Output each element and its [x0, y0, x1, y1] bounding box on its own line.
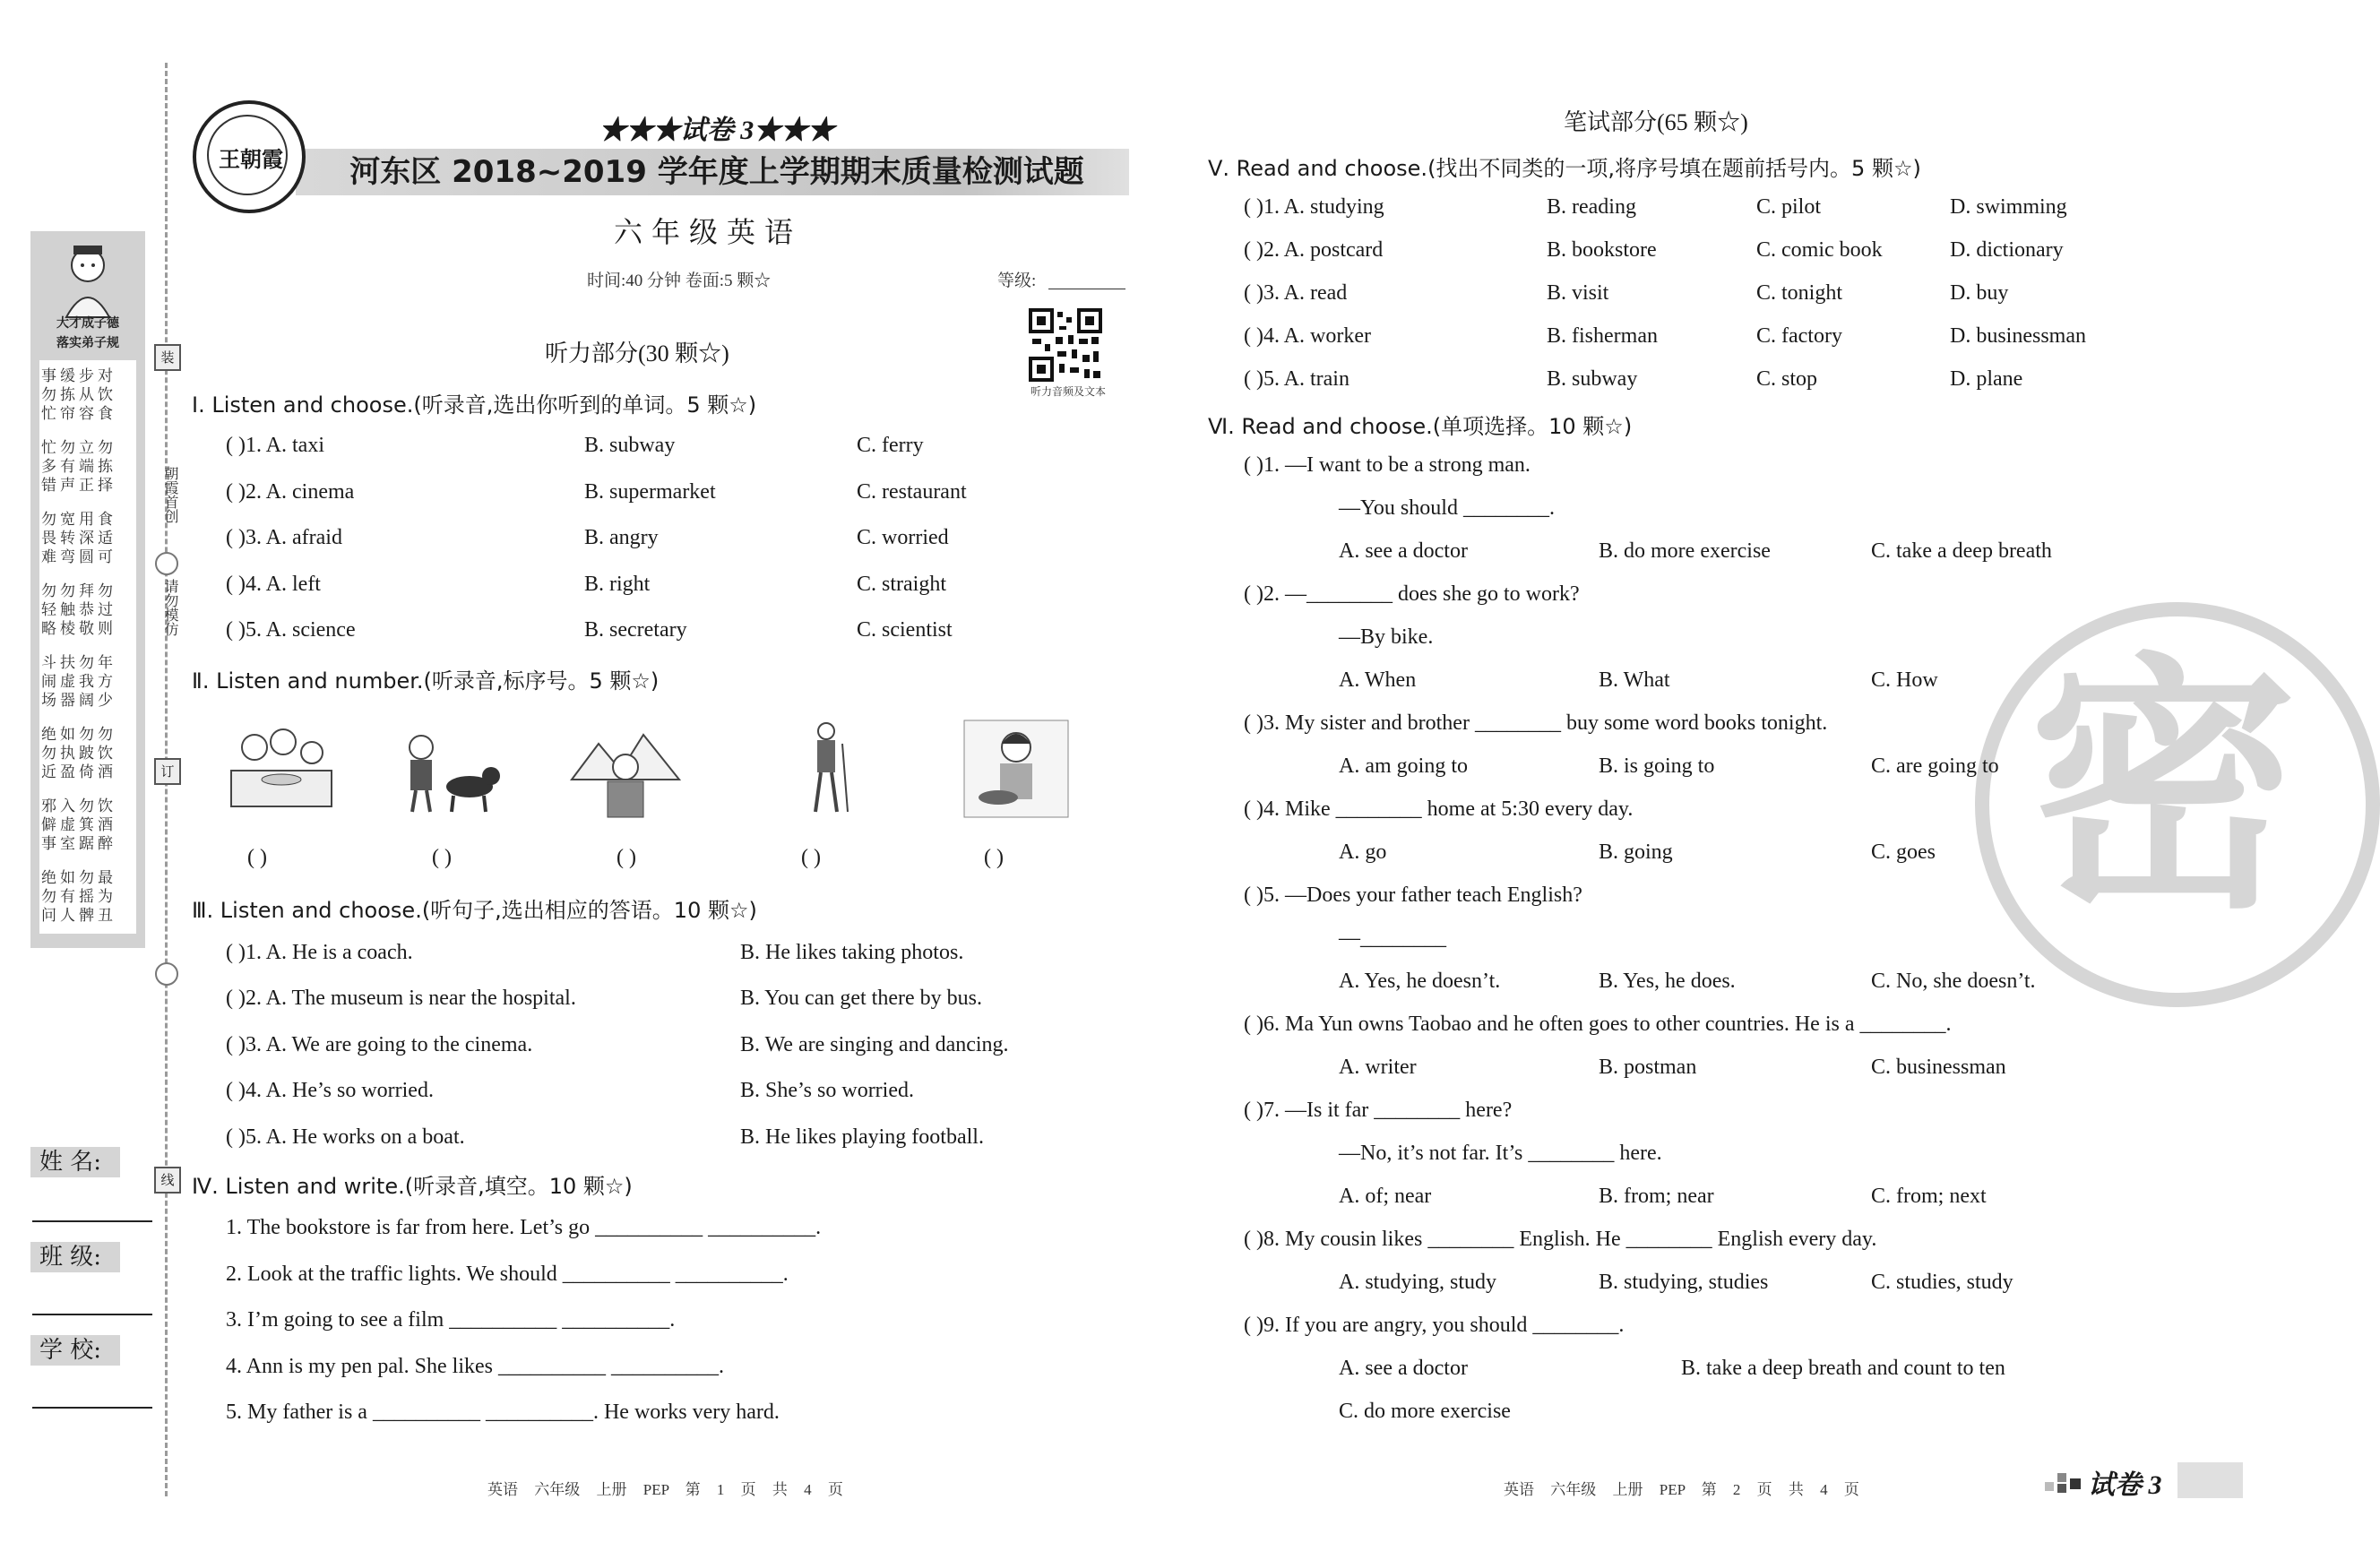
question-stem: ( )1. —I want to be a strong man.	[1244, 453, 1531, 477]
listening-section-title: 听力部分(30 颗☆)	[545, 340, 729, 366]
slogan-group: 绝如勿勿 勿执跛饮 近盈倚酒	[41, 726, 116, 781]
cut-mark-ding: 订	[154, 758, 181, 785]
qr-caption: 听力音频及文本	[1030, 385, 1106, 398]
question-stem: ( )2. —________ does she go to work?	[1244, 582, 1580, 606]
family-dinner-picture	[228, 717, 335, 821]
binding-sidebar	[0, 0, 170, 1560]
fill-blank-item: 1. The bookstore is far from here. Let’s go __________ __________.	[226, 1216, 822, 1239]
slogan-group: 勿勿拜勿 轻触恭过 略棱敬则	[41, 582, 116, 638]
question-line: —________	[1339, 927, 1446, 950]
question-stem: ( )9. If you are angry, you should ________.	[1244, 1314, 1625, 1337]
slogan-group: 斗扶勿年 闹虚我方 场器阔少	[41, 654, 116, 710]
class-field[interactable]	[32, 1314, 152, 1315]
fill-blank-item: 2. Look at the traffic lights. We should __________ __________.	[226, 1263, 789, 1286]
motto-line-2: 落实弟子规	[56, 336, 119, 350]
woman-cooking-picture	[962, 717, 1070, 821]
section-4-heading: Ⅳ. Listen and write.(听录音,填空。10 颗☆)	[192, 1174, 633, 1199]
section-5-heading: Ⅴ. Read and choose.(找出不同类的一项,将序号填在题前括号内。5 颗☆)	[1208, 156, 1921, 181]
cut-label-original: 朝霞首创	[162, 466, 179, 523]
section-1-heading: Ⅰ. Listen and choose.(听录音,选出你听到的单词。5 颗☆)	[192, 392, 757, 418]
answer-paren[interactable]: ( )	[801, 846, 821, 869]
motto-line-1: 大才成子德	[56, 316, 119, 331]
section-6-heading: Ⅵ. Read and choose.(单项选择。10 颗☆)	[1208, 414, 1633, 439]
confidential-seal-char: 密	[2029, 632, 2298, 944]
grade-label: 等级:	[997, 271, 1037, 290]
question-line: —No, it’s not far. It’s ________ here.	[1339, 1142, 1662, 1165]
question-stem: ( )6. Ma Yun owns Taobao and he often goes to other countries. He is a ________.	[1244, 1013, 1952, 1036]
corner-paper-tag: 试卷 3	[2088, 1470, 2162, 1500]
cut-mark-xian: 线	[154, 1167, 181, 1194]
paper-number-tag: ★★★试卷 3★★★	[599, 116, 835, 145]
answer-paren[interactable]: ( )	[984, 846, 1004, 869]
answer-paren[interactable]: ( )	[617, 846, 636, 869]
cut-mark-zhuang: 装	[154, 344, 181, 371]
boy-and-dog-picture	[394, 717, 502, 821]
punch-hole	[155, 552, 178, 575]
class-label: 班 级:	[30, 1242, 120, 1272]
school-field[interactable]	[32, 1407, 152, 1409]
slogan-group: 勿宽用食 畏转深适 难弯圆可	[41, 511, 116, 566]
section-3-heading: Ⅲ. Listen and choose.(听句子,选出相应的答语。10 颗☆)	[192, 898, 757, 923]
question-stem: ( )4. Mike ________ home at 5:30 every day.	[1244, 797, 1634, 821]
slogan-group: 忙勿立勿 多有端拣 错声正择	[41, 439, 116, 495]
scholar-figure-illustration	[39, 238, 136, 319]
cut-label-no-copy: 请勿模仿	[162, 579, 179, 636]
slogan-group: 事缓步对 勿拣从饮 忙帘容食	[41, 367, 116, 423]
corner-decoration	[2045, 1471, 2084, 1493]
question-stem: ( )3. My sister and brother ________ buy some word books tonight.	[1244, 711, 1828, 735]
section-2-heading: Ⅱ. Listen and number.(听录音,标序号。5 颗☆)	[192, 668, 660, 694]
slogan-group: 邪入勿饮 僻虚箕酒 事室踞醉	[41, 797, 116, 853]
man-mountains-picture	[572, 717, 679, 821]
answer-paren[interactable]: ( )	[432, 846, 452, 869]
fill-blank-item: 3. I’m going to see a film __________ __________.	[226, 1308, 676, 1332]
punch-hole	[155, 962, 178, 986]
corner-bar	[2177, 1462, 2243, 1498]
question-line: —You should ________.	[1339, 496, 1555, 520]
fill-blank-item: 5. My father is a __________ __________. He works very hard.	[226, 1401, 780, 1424]
page-footer-right: 英语 六年级 上册 PEP 第 2 页 共 4 页	[1504, 1481, 1859, 1498]
fill-blank-item: 4. Ann is my pen pal. She likes __________ __________.	[226, 1355, 724, 1378]
question-stem: ( )8. My cousin likes ________ English. He ________ English every day.	[1244, 1228, 1877, 1251]
subject-title: 六年级英语	[613, 216, 802, 248]
answer-paren[interactable]: ( )	[247, 846, 267, 869]
exam-title: 河东区 2018~2019 学年度上学期期末质量检测试题	[349, 154, 1084, 190]
slogan-group: 绝如勿最 勿有摇为 问人髀丑	[41, 869, 116, 925]
page-footer-left: 英语 六年级 上册 PEP 第 1 页 共 4 页	[487, 1481, 843, 1498]
qr-code-icon[interactable]	[1029, 308, 1102, 382]
brand-logo-text: 王朝霞	[219, 149, 283, 172]
question-stem: ( )5. —Does your father teach English?	[1244, 883, 1582, 907]
school-label: 学 校:	[30, 1335, 120, 1366]
name-field[interactable]	[32, 1220, 152, 1222]
hiker-picture	[776, 717, 884, 821]
time-info: 时间:40 分钟 卷面:5 颗☆	[587, 271, 772, 290]
name-label: 姓 名:	[30, 1147, 120, 1177]
written-section-title: 笔试部分(65 颗☆)	[1564, 109, 1748, 135]
question-stem: ( )7. —Is it far ________ here?	[1244, 1099, 1513, 1122]
question-line: —By bike.	[1339, 625, 1434, 649]
